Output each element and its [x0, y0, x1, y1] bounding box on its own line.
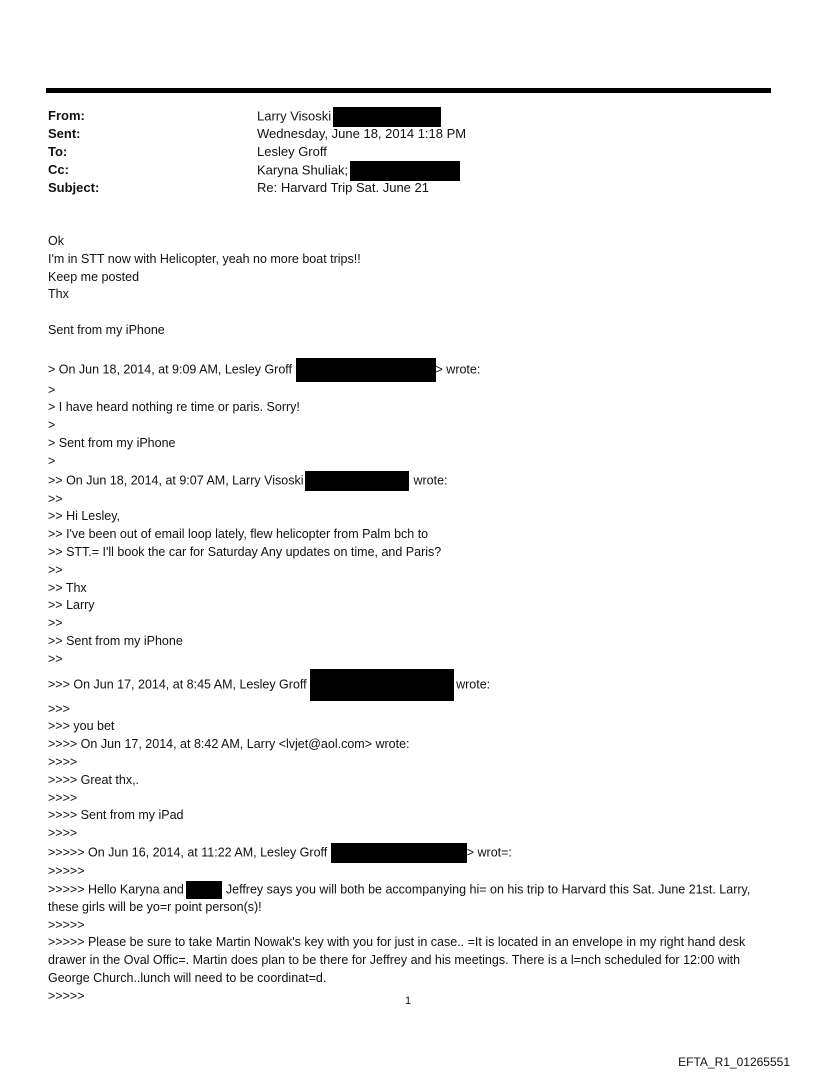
body-line: >>>>> On Jun 16, 2014, at 11:22 AM, Lesley Groff > wrot=:	[48, 843, 773, 863]
body-line: >>> On Jun 17, 2014, at 8:45 AM, Lesley Groff wrote:	[48, 669, 773, 701]
subject-value: Re: Harvard Trip Sat. June 21	[257, 180, 429, 195]
body-paragraph: >>>>> Hello Karyna and Jeffrey says you will both be accompanying hi= on his trip to Harvard this Sat. June 21st. Larry, these girls will be yo=r point person(s)!	[48, 882, 751, 914]
body-line: >	[48, 382, 56, 397]
redaction-box	[186, 881, 222, 899]
redaction-box	[350, 161, 460, 181]
body-line: >> Sent from my iPhone	[48, 633, 183, 648]
redaction-box	[333, 107, 441, 127]
body-line: >> Larry	[48, 598, 95, 613]
body-line: Thx	[48, 287, 69, 302]
body-line: >>> you bet	[48, 719, 115, 734]
from-label: From:	[48, 108, 85, 123]
body-line: >>>> On Jun 17, 2014, at 8:42 AM, Larry <lvjet@aol.com> wrote:	[48, 737, 410, 752]
header-rule	[46, 88, 771, 93]
to-value: Lesley Groff	[257, 144, 327, 159]
body-line: >>>>	[48, 790, 78, 805]
redaction-box	[331, 843, 467, 863]
email-body	[48, 233, 773, 1006]
body-line: > On Jun 18, 2014, at 9:09 AM, Lesley Groff > wrote:	[48, 358, 773, 382]
body-line: >> Hi Lesley,	[48, 509, 121, 524]
body-line: >>	[48, 616, 63, 631]
body-line: I'm in STT now with Helicopter, yeah no more boat trips!!	[48, 251, 361, 266]
to-label: To:	[48, 144, 68, 159]
from-value: Larry Visoski	[257, 107, 441, 127]
body-line: >>>>>	[48, 863, 85, 878]
body-line: >>>>	[48, 826, 78, 841]
body-line: Ok	[48, 234, 64, 248]
body-line: >>>	[48, 701, 70, 716]
redaction-box	[305, 471, 409, 491]
blank-line	[48, 304, 773, 322]
blank-line	[48, 340, 773, 358]
redaction-box	[310, 669, 454, 701]
body-line: >>>>>	[48, 988, 85, 1003]
subject-label: Subject:	[48, 180, 100, 195]
body-line: > I have heard nothing re time or paris. Sorry!	[48, 400, 300, 415]
body-line: Sent from my iPhone	[48, 322, 165, 337]
cc-label: Cc:	[48, 162, 69, 177]
body-line: >> On Jun 18, 2014, at 9:07 AM, Larry Visoski wrote:	[48, 471, 773, 491]
body-line: >>>> Sent from my iPad	[48, 808, 184, 823]
body-line: >> I've been out of email loop lately, flew helicopter from Palm bch to	[48, 527, 429, 542]
body-line: >>	[48, 491, 63, 506]
body-line: >> Thx	[48, 580, 87, 595]
page-number: 1	[404, 995, 412, 1007]
body-line: Keep me posted	[48, 269, 140, 284]
body-line: >>	[48, 562, 63, 577]
body-paragraph: >>>>> Please be sure to take Martin Nowak's key with you for just in case.. =It is located in an envelope in my right hand desk drawer in the Oval Offic=. Martin does plan to be there for Jeffrey and his meetings. There is a l=nch scheduled for 12:00 with George Church..lunch will need to be coordinat=d.	[48, 935, 746, 985]
cc-value: Karyna Shuliak;	[257, 161, 460, 181]
body-line: >>	[48, 651, 63, 666]
body-line: >>>>	[48, 754, 78, 769]
body-line: >> STT.= I'll book the car for Saturday Any updates on time, and Paris?	[48, 544, 442, 559]
sent-label: Sent:	[48, 126, 81, 141]
body-line: >>>> Great thx,.	[48, 772, 140, 787]
sent-value: Wednesday, June 18, 2014 1:18 PM	[257, 126, 467, 141]
body-line: > Sent from my iPhone	[48, 435, 176, 450]
body-line: >	[48, 453, 56, 468]
redaction-box	[296, 358, 436, 382]
body-line: >>>>>	[48, 917, 85, 932]
document-id-footer: EFTA_R1_01265551	[678, 1055, 790, 1069]
body-line: >	[48, 418, 56, 433]
